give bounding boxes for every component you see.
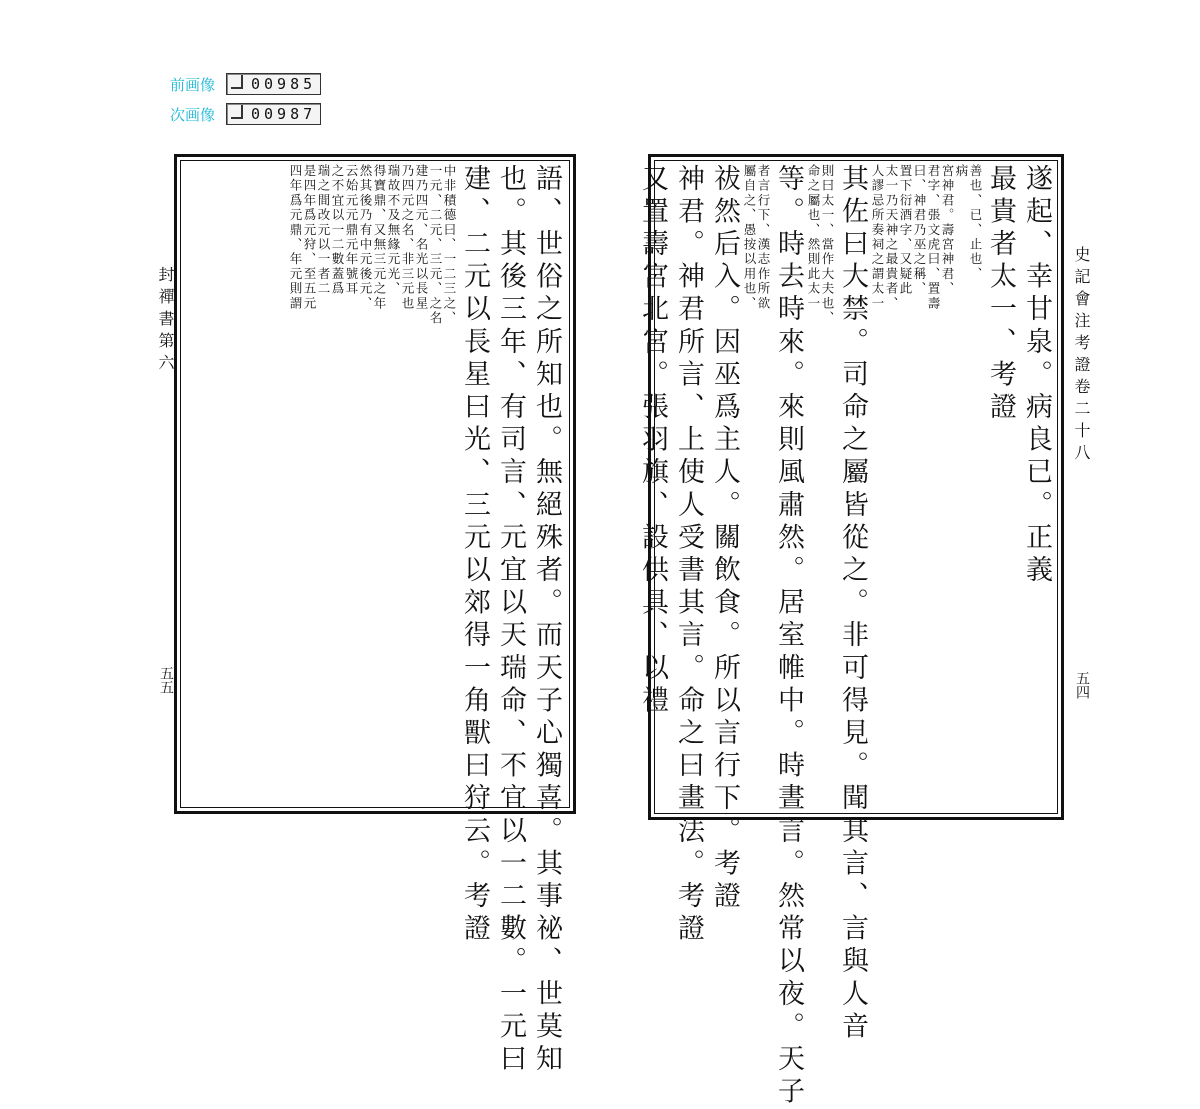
- annotation-line: 之不宜以一二數蓋爲: [330, 164, 345, 297]
- prev-image-number: 00985: [251, 75, 317, 93]
- annotation-line: 中非積德曰、一二三之、: [442, 164, 457, 326]
- annotation-line: 乃四元之名、非三元也: [400, 164, 415, 311]
- annotation-column-pair: [428, 164, 456, 804]
- next-image-row: [170, 102, 321, 126]
- text-column-large: 神君。神君所言、上使人受書其言。命之曰畫法。考證: [673, 164, 704, 947]
- annotation-line: 太一乃天神之最貴者、: [884, 164, 899, 311]
- text-column-large: 語、世俗之所知也。無絕殊者。而天子心獨喜。其事祕、世莫知: [531, 164, 562, 1077]
- left-page: [150, 146, 590, 1077]
- annotation-column-pair: [926, 164, 954, 810]
- annotation-line: 屬自之、愚按以用也、: [742, 164, 757, 311]
- text-column-large: 等。時去時來。來則風肅然。居室帷中。時晝言。然常以夜。天子: [773, 164, 804, 1109]
- annotation-column-pair: [806, 164, 834, 810]
- left-page-number: 五五: [158, 666, 174, 694]
- annotation-column-pair: [400, 164, 428, 804]
- annotation-line: 然其後乃有中元後元、: [358, 164, 373, 311]
- annotation-line: 建乃四元、名光以長星: [414, 164, 429, 311]
- next-image-number: 00987: [251, 105, 317, 123]
- annotation-line: 置下衍酒字、又疑此: [898, 164, 913, 297]
- prev-image-link[interactable]: 前画像: [170, 75, 216, 94]
- text-column-large: 也。其後三年、有司言、元宜以天瑞命、不宜以一二數。一元曰: [495, 164, 526, 1077]
- annotation-line: 病: [954, 164, 969, 179]
- annotation-column-pair: [316, 164, 344, 804]
- annotation-line: 是四年爲元狩、至五元: [302, 164, 317, 311]
- prev-image-row: [170, 72, 321, 96]
- right-page-number: 五四: [1074, 671, 1090, 699]
- annotation-column-pair: [742, 164, 770, 810]
- right-running-title: 史記會注考證卷二十八: [1072, 246, 1091, 466]
- annotation-line: 人謬忌所奏祠之謂太一: [870, 164, 885, 311]
- annotation-line: 善也、已、止也、: [968, 164, 983, 282]
- text-column-large: 其佐曰大禁。司命之屬皆從之。非可得見。聞其言、言與人音: [837, 164, 868, 1045]
- annotation-line: 瑞故不及無緣元光、: [386, 164, 401, 297]
- annotation-column-pair: [870, 164, 898, 810]
- annotation-column-pair: [954, 164, 982, 810]
- annotation-column-pair: [898, 164, 926, 810]
- annotation-line: 則曰太一、當作大夫也、: [820, 164, 835, 326]
- text-column-large: 祓然后入。因巫爲主人。關飲食。所以言行下。考證: [709, 164, 740, 914]
- corner-arrow-icon: [231, 75, 243, 89]
- left-page-text: [182, 164, 564, 1077]
- next-image-link[interactable]: 次画像: [170, 105, 216, 124]
- annotation-line: 得寶鼎、又無三元之年: [372, 164, 387, 311]
- corner-arrow-icon: [231, 105, 243, 119]
- left-running-title: 封禪書第六: [156, 266, 175, 376]
- annotation-line: 命之屬也、然則此太一: [806, 164, 821, 311]
- annotation-line: 云始元元鼎元年號耳: [344, 164, 359, 297]
- annotation-line: 曰、神君乃巫之稱、: [912, 164, 927, 297]
- annotation-column-pair: [344, 164, 372, 804]
- annotation-column-pair: [288, 164, 316, 804]
- next-image-number-box[interactable]: [226, 103, 321, 125]
- text-column-large: 又置壽宮北宮。張羽旗、設供具、以禮: [637, 164, 668, 719]
- annotation-line: 宮神君。壽宮神君、: [940, 164, 955, 297]
- text-column-large: 最貴者太一、考證: [985, 164, 1016, 425]
- text-column-large: 建、二元以長星曰光、三元以郊得一角獸曰狩云。考證: [459, 164, 490, 947]
- annotation-column-pair: [372, 164, 400, 804]
- annotation-line: 者言行下、漢志作所欲: [756, 164, 771, 311]
- annotation-line: 一元、二元、三元、之名: [428, 164, 443, 326]
- annotation-line: 瑞之間改元以一者二: [316, 164, 331, 297]
- annotation-line: 君字、張文虎曰、置壽: [926, 164, 941, 311]
- right-page: [637, 146, 1100, 1109]
- right-page-text: [637, 164, 1054, 1109]
- annotation-line: 四年爲元鼎、年元則謂: [288, 164, 303, 311]
- text-column-large: 遂起、幸甘泉。病良已。正義: [1021, 164, 1052, 588]
- prev-image-number-box[interactable]: [226, 73, 321, 95]
